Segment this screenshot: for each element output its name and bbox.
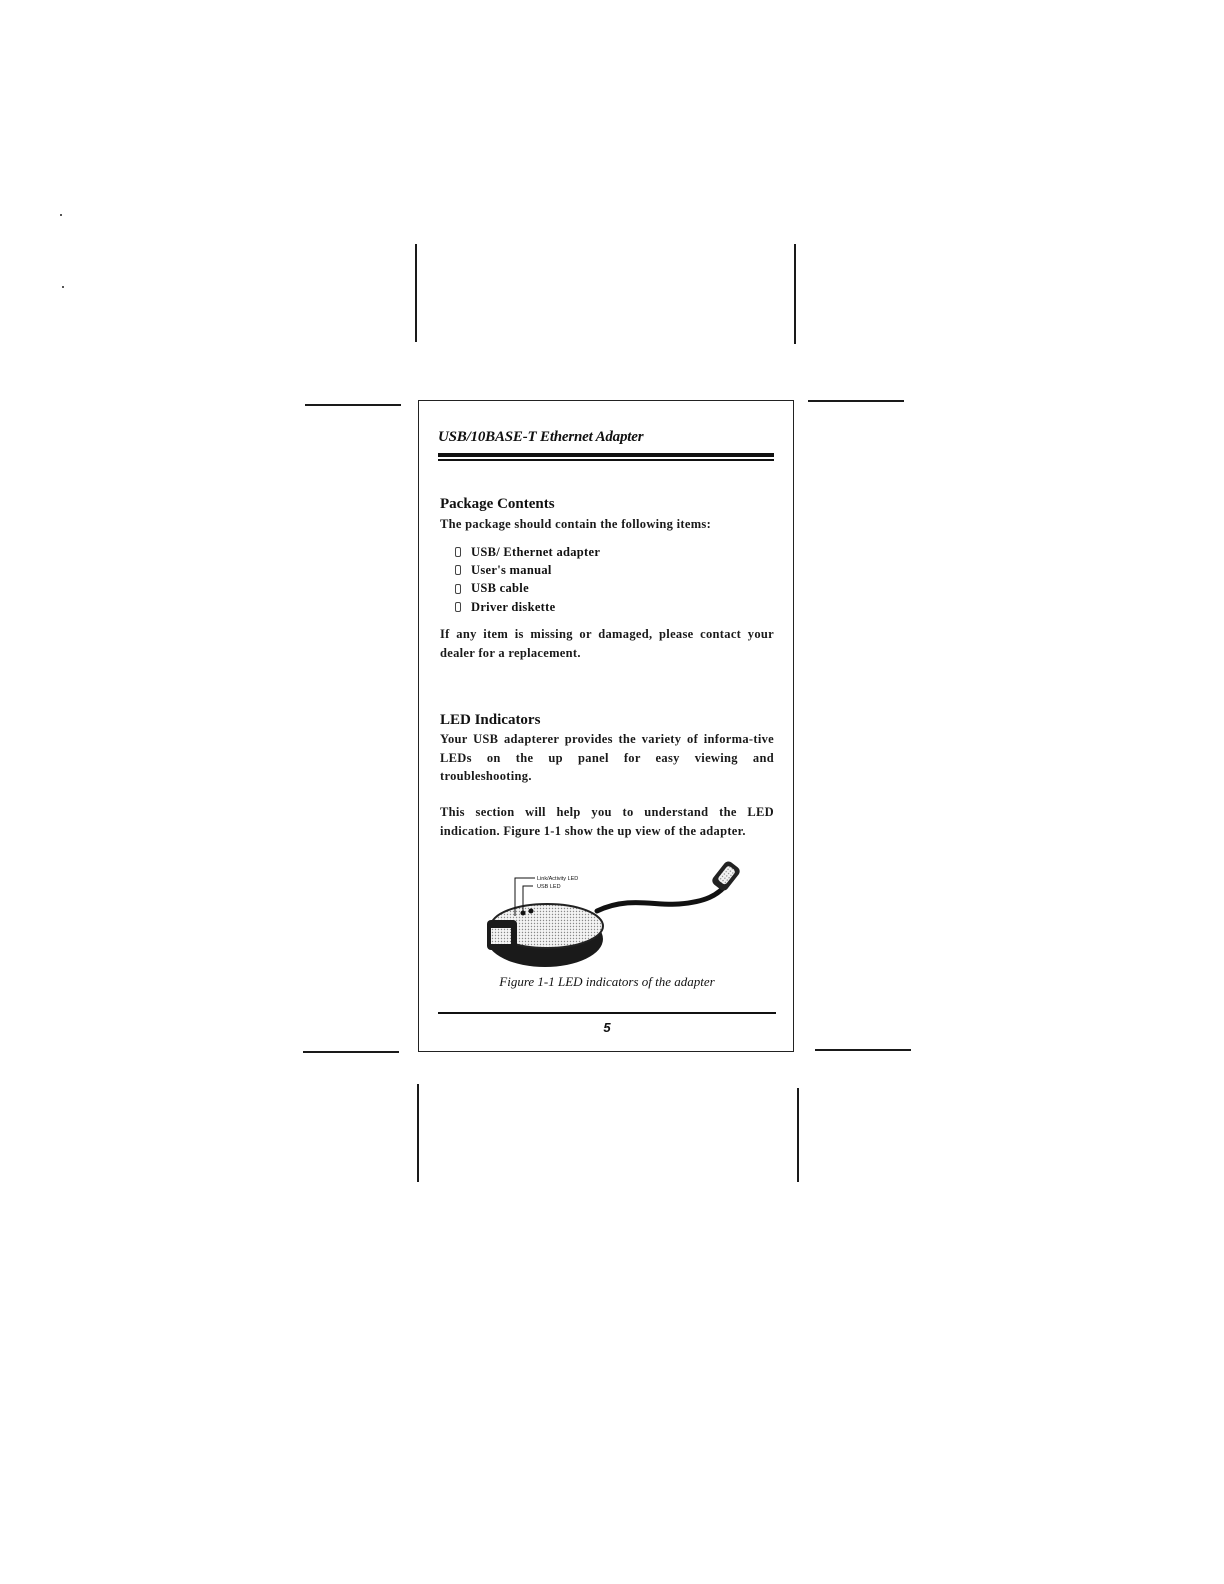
led-paragraph-2: This section will help you to understand the LED indication. Figure 1-1 show the up view of the adapter. bbox=[440, 805, 774, 838]
header-rule-thin bbox=[438, 459, 774, 461]
checkbox-bullet-icon bbox=[455, 602, 461, 612]
led-indicators-heading: LED Indicators bbox=[440, 712, 541, 728]
checkbox-bullet-icon bbox=[455, 584, 461, 594]
crop-mark bbox=[815, 1049, 911, 1051]
list-item: USB/ Ethernet adapter bbox=[455, 543, 600, 561]
figure-caption: Figure 1-1 LED indicators of the adapter bbox=[499, 974, 715, 989]
header-rule-thick bbox=[438, 453, 774, 457]
manual-page bbox=[418, 400, 794, 1052]
checkbox-bullet-icon bbox=[455, 547, 461, 557]
crop-mark bbox=[797, 1088, 799, 1182]
led-paragraph-1: Your USB adapterer provides the variety of informa-tive LEDs on the up panel for easy viewing and troubleshooting. bbox=[440, 732, 774, 783]
link-activity-led-label: Link/Activity LED bbox=[537, 876, 579, 882]
crop-mark bbox=[415, 244, 417, 342]
list-item: Driver diskette bbox=[455, 598, 600, 616]
usb-led-label: USB LED bbox=[537, 884, 561, 890]
crop-mark bbox=[794, 244, 796, 344]
speck bbox=[60, 214, 62, 216]
adapter-body-icon bbox=[487, 904, 603, 967]
missing-items-note: If any item is missing or damaged, please contact your dealer for a replacement. bbox=[440, 627, 774, 660]
list-item: User's manual bbox=[455, 561, 600, 579]
package-contents-heading: Package Contents bbox=[440, 496, 555, 512]
crop-mark bbox=[303, 1051, 399, 1053]
list-item: USB cable bbox=[455, 579, 600, 597]
speck bbox=[62, 286, 64, 288]
running-title: USB/10BASE-T Ethernet Adapter bbox=[438, 429, 644, 445]
package-items-list bbox=[455, 543, 600, 616]
crop-mark bbox=[417, 1084, 419, 1182]
usb-plug-icon bbox=[710, 859, 741, 892]
package-contents-intro: The package should contain the following items: bbox=[440, 517, 712, 531]
crop-mark bbox=[808, 400, 904, 402]
adapter-figure bbox=[479, 856, 749, 974]
checkbox-bullet-icon bbox=[455, 565, 461, 575]
crop-mark bbox=[305, 404, 401, 406]
page-number: 5 bbox=[603, 1020, 611, 1035]
footer-rule bbox=[438, 1012, 776, 1014]
